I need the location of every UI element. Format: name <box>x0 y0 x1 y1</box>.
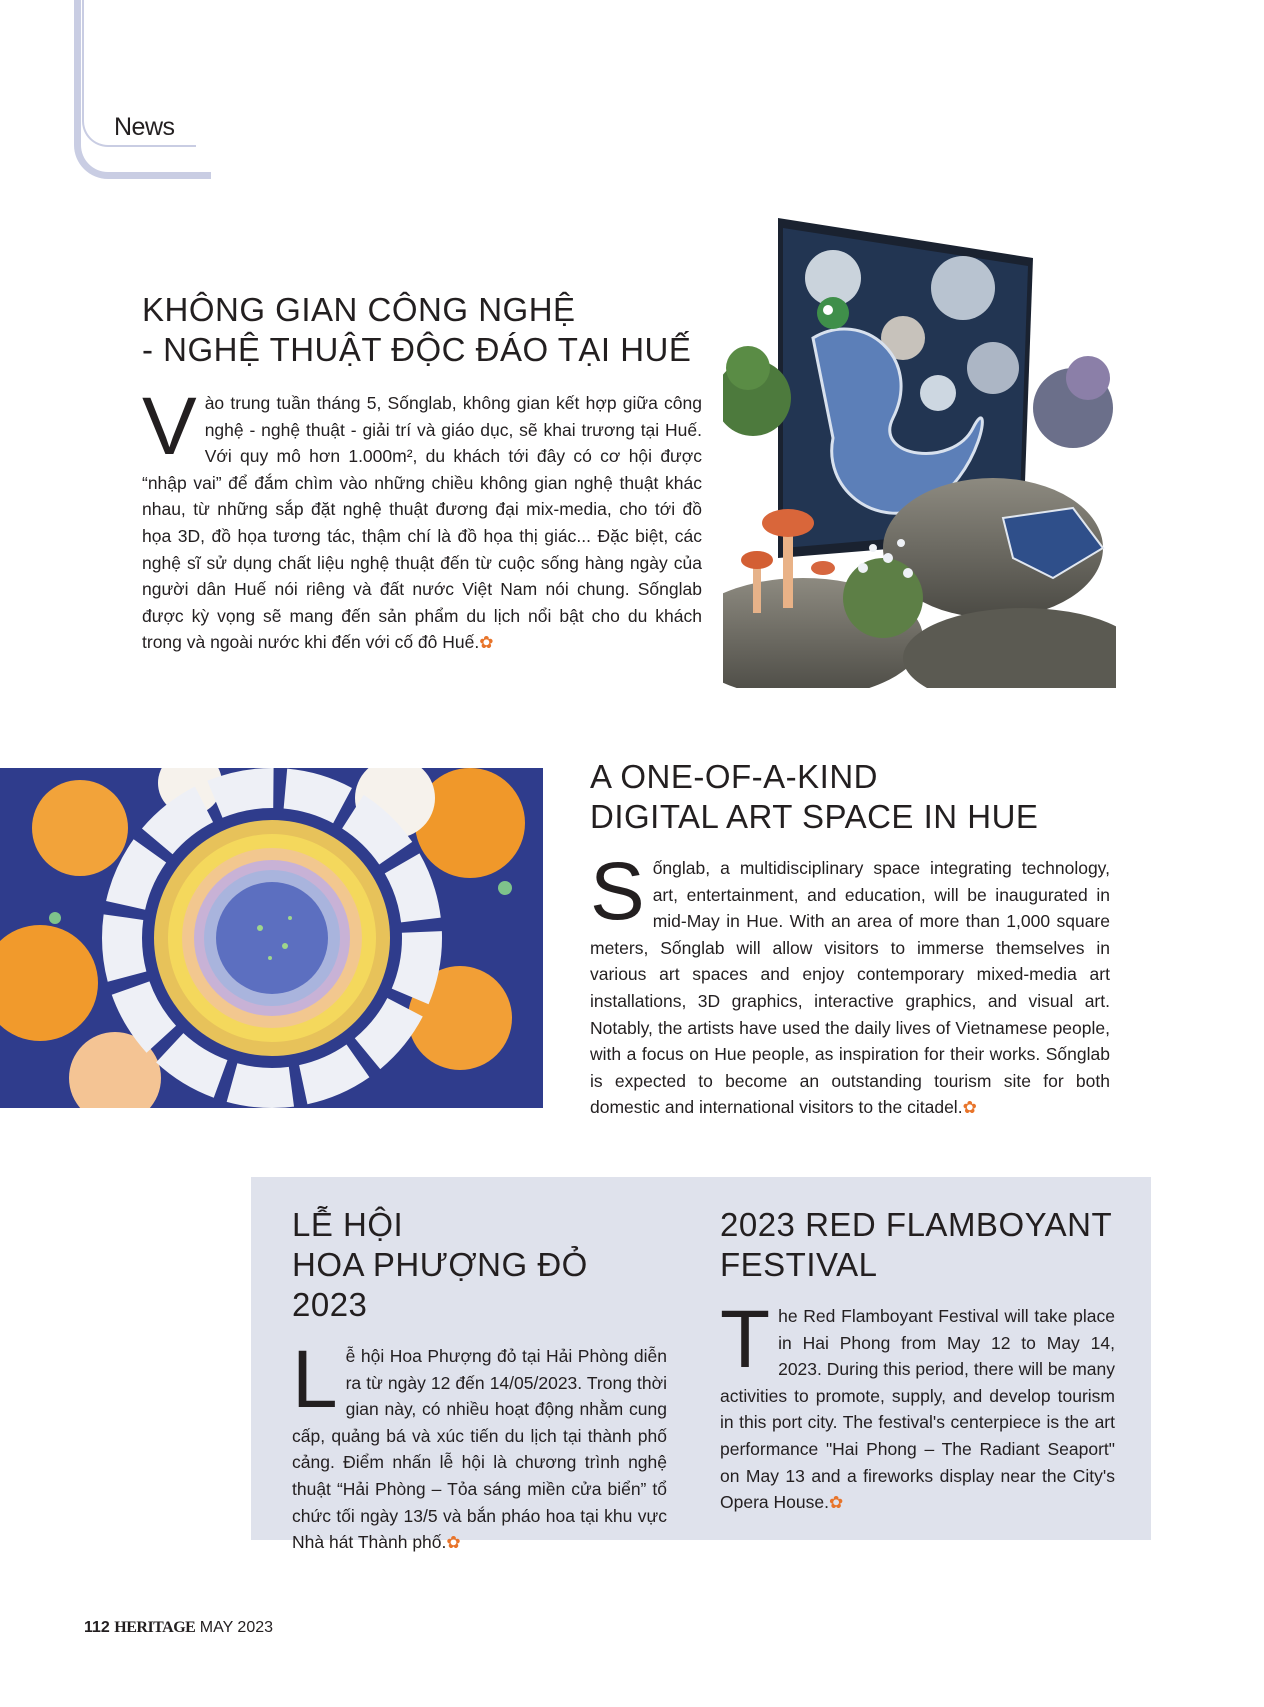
festival-vi-title <box>292 1205 667 1325</box>
article-en-title <box>590 757 1110 837</box>
lotus-icon: ✿ <box>962 1098 977 1118</box>
lotus-icon: ✿ <box>828 1493 844 1513</box>
festival-en <box>720 1205 1115 1517</box>
article-vi-title-line2: - NGHỆ THUẬT ĐỘC ĐÁO TẠI HUẾ <box>142 331 692 368</box>
article-en-text: ốnglab, a multidisciplinary space integrating technology, art, entertainment, and education, will be inaugurated in mid-May in Hue. With an area of more than 1,000 square meters, Sốnglab will allow visitors to immerse themselves in various art spaces and enjoy contemporary mixed-media art installations, 3D graphics, interactive graphics, and visual art. Notably, the artists have used the daily lives of Vietnamese people, with a focus on Hue people, as inspiration for their works. Sốnglab is expected to become an outstanding tourism site for both domestic and international visitors to the citadel. <box>590 858 1110 1118</box>
lotus-icon: ✿ <box>446 1533 461 1553</box>
article-en-dropcap: S <box>590 846 645 937</box>
page-number: 112 <box>84 1619 110 1636</box>
page-footer <box>84 1619 273 1637</box>
festival-vi <box>292 1205 667 1557</box>
article-en-body <box>590 846 1110 1122</box>
festival-en-title <box>720 1205 1115 1285</box>
article-vi-body <box>142 381 702 657</box>
festival-panel <box>251 1177 1151 1553</box>
article-vi-dropcap: V <box>142 381 197 472</box>
festival-en-title-line1: 2023 RED FLAMBOYANT <box>720 1206 1113 1243</box>
article-en-title-line2: DIGITAL ART SPACE IN HUE <box>590 798 1039 835</box>
festival-vi-title-line2: HOA PHƯỢNG ĐỎ 2023 <box>292 1246 588 1323</box>
festival-en-body <box>720 1294 1115 1517</box>
festival-en-text: he Red Flamboyant Festival will take place in Hai Phong from May 12 to May 14, 2023. During this period, there will be many activities to promote, supply, and develop tourism in this port city. The festival's centerpiece is the art performance "Hai Phong – The Radiant Seaport" on May 13 and a fireworks display near the City's Opera House. <box>720 1306 1115 1513</box>
festival-vi-body <box>292 1334 667 1557</box>
lotus-icon: ✿ <box>479 633 494 653</box>
article-vi-title-line1: KHÔNG GIAN CÔNG NGHỆ <box>142 291 576 328</box>
festival-en-dropcap: T <box>720 1294 771 1385</box>
article-vi-text: ào trung tuần tháng 5, Sốnglab, không gian kết hợp giữa công nghệ - nghệ thuật - giải trí và giáo dục, sẽ khai trương tại Huế. Với quy mô hơn 1.000m², du khách tới đây có cơ hội được “nhập vai” để đắm chìm vào những chiều không gian nghệ thuật khác nhau, từ những sắp đặt nghệ thuật đương đại mix-media, cho tới đồ họa 3D, đồ họa tương tác, thậm chí là đồ họa thị giác... Đặc biệt, các nghệ sĩ sử dụng chất liệu nghệ thuật đến từ cuộc sống hàng ngày của người dân Huế nói riêng và đất nước Việt Nam nói chung. Sốnglab được kỳ vọng sẽ mang đến sản phẩm du lịch nổi bật cho du khách trong và ngoài nước khi đến với cố đô Huế. <box>142 393 702 653</box>
festival-vi-title-line1: LỄ HỘI <box>292 1206 404 1243</box>
section-label: News <box>114 113 175 141</box>
dragon-mural-photo <box>723 218 1116 688</box>
article-en-title-line1: A ONE-OF-A-KIND <box>590 758 879 795</box>
festival-en-title-line2: FESTIVAL <box>720 1246 878 1283</box>
issue-date: MAY 2023 <box>199 1619 274 1636</box>
festival-vi-text: ễ hội Hoa Phượng đỏ tại Hải Phòng diễn ra từ ngày 12 đến 14/05/2023. Trong thời gian này, có nhiều hoạt động nhằm cung cấp, quảng bá và xúc tiến du lịch tại thành phố cảng. Điểm nhấn lễ hội là chương trình nghệ thuật “Hải Phòng – Tỏa sáng miền cửa biển” tổ chức tối ngày 13/5 và bắn pháo hoa tại khu vực Nhà hát Thành phố. <box>292 1346 667 1553</box>
festival-vi-dropcap: L <box>292 1334 338 1425</box>
article-vi <box>142 290 702 657</box>
article-en <box>590 757 1110 1122</box>
magazine-name: HERITAGE <box>114 1619 196 1636</box>
mandala-artwork <box>0 768 543 1108</box>
article-vi-title <box>142 290 702 370</box>
